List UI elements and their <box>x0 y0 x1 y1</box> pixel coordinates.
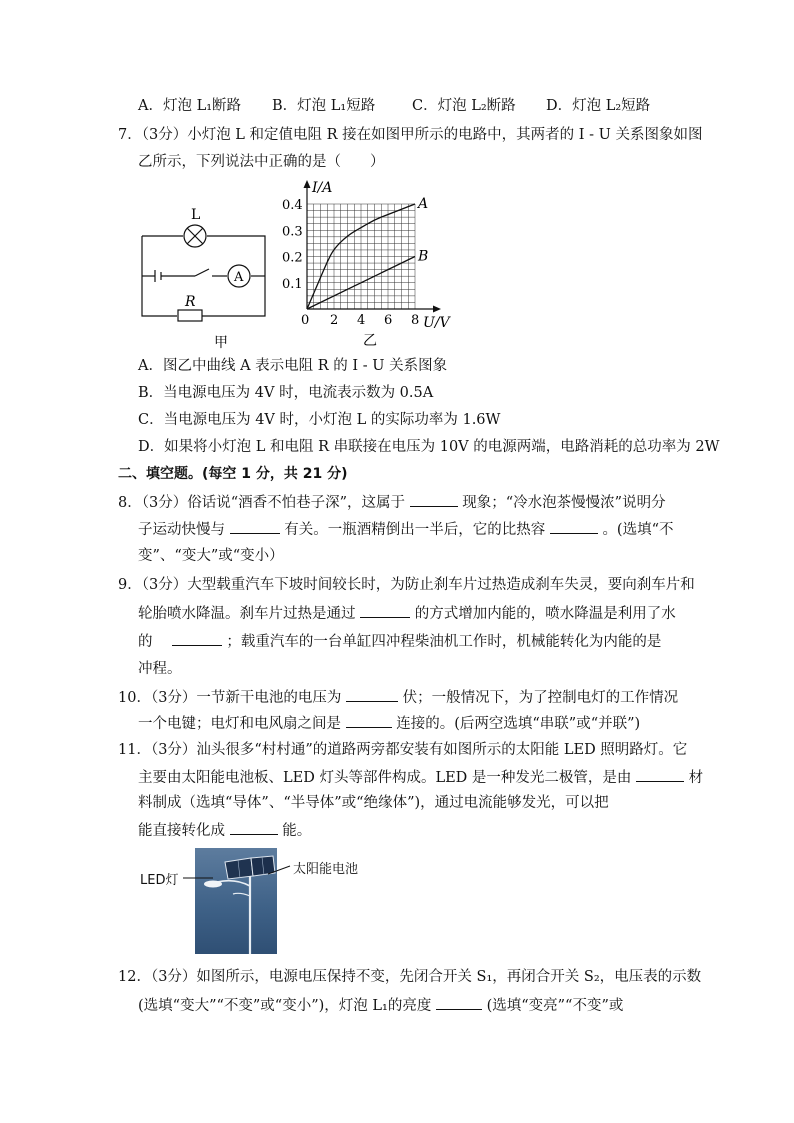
q11-blank-1[interactable] <box>636 767 684 782</box>
q9-line3 <box>138 631 661 652</box>
q11-line3: 料制成（选填“导体”、“半导体”或“绝缘体”)，通过电流能够发光，可以把 <box>138 795 609 811</box>
q9-line2 <box>138 603 676 624</box>
resistor-label: R <box>185 294 196 310</box>
x-axis-label: U/V <box>423 315 450 331</box>
graph-caption: 乙 <box>363 333 377 349</box>
iu-graph <box>280 175 460 355</box>
resistor-symbol <box>178 310 202 321</box>
q11-blank-2[interactable] <box>230 820 278 835</box>
q8-text-2c: 。(选填“不 <box>602 522 674 538</box>
lamp-label: L <box>191 207 201 223</box>
y-tick-label: 0.2 <box>282 250 303 266</box>
q10-line1 <box>118 687 678 708</box>
curve-a-label: A <box>418 196 429 212</box>
q7-stem-line1: 7．（3分）小灯泡 L 和定值电阻 R 接在如图甲所示的电路中，其两者的 I - U 关系图象如图 <box>118 127 703 143</box>
q11-text-2b: 材 <box>688 770 704 786</box>
q9-blank-2[interactable] <box>172 631 222 646</box>
lamp-symbol <box>184 225 206 247</box>
q9-text-2b: 的方式增加内能的，喷水降温是利用了水 <box>414 606 676 622</box>
ammeter-label: A <box>234 270 244 285</box>
q10-blank-2[interactable] <box>346 713 392 728</box>
q8-blank-1[interactable] <box>410 492 458 507</box>
q7-option-c: C．当电源电压为 4V 时，小灯泡 L 的实际功率为 1.6W <box>138 412 501 428</box>
led-lamp-label: LED灯 <box>140 873 179 888</box>
y-tick-label: 0.3 <box>282 224 303 240</box>
q9-line4: 冲程。 <box>138 661 182 677</box>
q9-blank-1[interactable] <box>360 603 410 618</box>
origin-label: 0 <box>301 313 310 328</box>
led-lamp-head-icon <box>204 881 222 888</box>
q7-option-a: A．图乙中曲线 A 表示电阻 R 的 I - U 关系图象 <box>138 358 448 374</box>
q7-option-d: D．如果将小灯泡 L 和电阻 R 串联接在电压为 10V 的电源两端，电路消耗的总功率为 2W <box>138 439 720 455</box>
q11-text-4a: 能直接转化成 <box>138 823 225 839</box>
section-title: 二、填空题。(每空 1 分，共 21 分) <box>118 466 348 482</box>
q8-text-2b: 有关。一瓶酒精倒出一半后，它的比热容 <box>284 522 546 538</box>
q10-text-1a: 10．（3分）一节新干电池的电压为 <box>118 690 342 706</box>
line-b-label: B <box>418 248 429 265</box>
q11-line4 <box>138 820 311 841</box>
q11-text-2a: 主要由太阳能电池板、LED 灯头等部件构成。LED 是一种发光二极管，是由 <box>138 770 632 786</box>
q8-text-1a: 8．（3分）俗话说“酒香不怕巷子深”，这属于 <box>118 495 406 511</box>
x-tick-label: 2 <box>330 313 339 328</box>
circuit-diagram <box>135 200 275 350</box>
q10-text-2b: 连接的。(后两空选填“串联”或“并联”) <box>396 716 641 732</box>
q9-text-3b: ；载重汽车的一台单缸四冲程柴油机工作时，机械能转化为内能的是 <box>226 634 662 650</box>
q7-stem-line2: 乙所示，下列说法中正确的是（ ） <box>138 154 385 170</box>
street-lamp-drawing <box>195 848 277 954</box>
q8-line3: 变”、“变大”或“变小） <box>138 548 284 564</box>
q6-option-d: D．灯泡 L₂短路 <box>546 98 651 114</box>
y-tick-label: 0.4 <box>282 198 303 213</box>
q12-text-2a: (选填“变大”“不变”或“变小”)，灯泡 L₁的亮度 <box>138 998 432 1014</box>
q8-text-2a: 子运动快慢与 <box>138 522 225 538</box>
q11-text-4b: 能。 <box>282 823 312 839</box>
solar-leader-line <box>268 862 292 876</box>
q8-line1 <box>118 492 666 513</box>
q8-text-1b: 现象；“冷水泡茶慢慢浓”说明分 <box>462 495 666 511</box>
q11-line1: 11．（3分）汕头很多“村村通”的道路两旁都安装有如图所示的太阳能 LED 照明路灯。它 <box>118 742 688 758</box>
q12-line2 <box>138 995 623 1016</box>
x-tick-label: 4 <box>357 313 366 328</box>
q12-blank-1[interactable] <box>436 995 482 1010</box>
x-tick-label: 6 <box>384 313 393 328</box>
q12-line1: 12．（3分）如图所示，电源电压保持不变，先闭合开关 S₁，再闭合开关 S₂，电压表的示数 <box>118 969 702 985</box>
y-tick-label: 0.1 <box>282 276 303 292</box>
q11-line2 <box>138 767 703 788</box>
circuit-caption: 甲 <box>214 335 228 350</box>
y-axis-label: I/A <box>312 180 333 196</box>
q8-line2 <box>138 519 674 540</box>
q9-text-3a: 的 <box>138 634 153 650</box>
q8-blank-3[interactable] <box>550 519 598 534</box>
q8-blank-2[interactable] <box>230 519 280 534</box>
q6-option-c: C．灯泡 L₂断路 <box>412 98 516 114</box>
q10-line2 <box>138 713 640 734</box>
q10-text-1b: 伏；一般情况下，为了控制电灯的工作情况 <box>402 690 679 706</box>
q6-option-a: A．灯泡 L₁断路 <box>138 98 242 114</box>
graph-grid <box>307 204 415 309</box>
q10-text-2a: 一个电键；电灯和电风扇之间是 <box>138 716 341 732</box>
q10-blank-1[interactable] <box>346 687 398 702</box>
x-tick-label: 8 <box>411 313 420 328</box>
q7-option-b: B．当电源电压为 4V 时，电流表示数为 0.5A <box>138 385 434 401</box>
q9-text-2a: 轮胎喷水降温。刹车片过热是通过 <box>138 606 356 622</box>
q12-text-2b: (选填“变亮”“不变”或 <box>486 998 624 1014</box>
q6-option-b: B．灯泡 L₁短路 <box>272 98 376 114</box>
led-leader-line <box>183 876 213 880</box>
q9-line1: 9．（3分）大型载重汽车下坡时间较长时，为防止刹车片过热造成刹车失灵，要向刹车片和 <box>118 577 695 593</box>
solar-panel-label: 太阳能电池 <box>293 862 359 877</box>
